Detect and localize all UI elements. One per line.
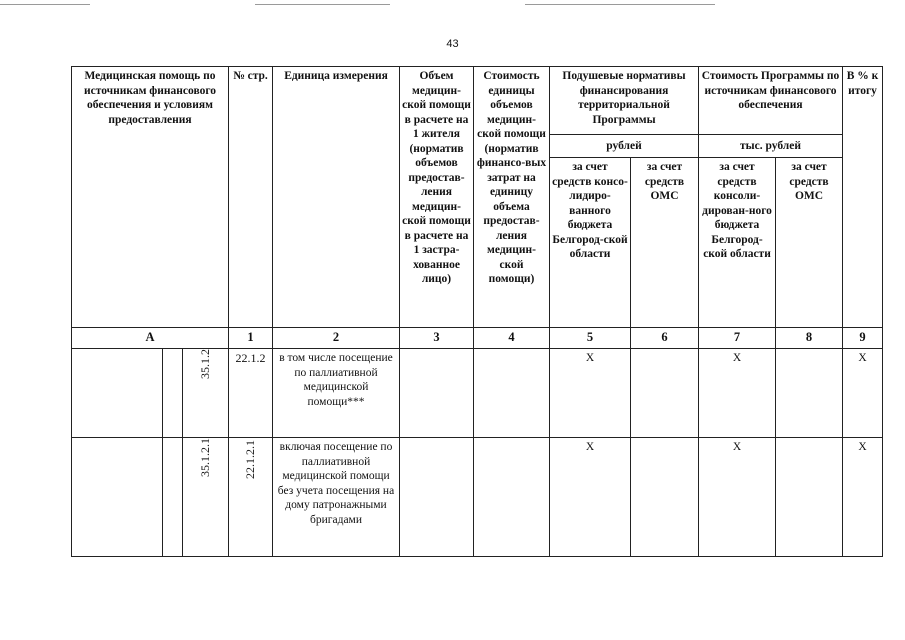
table-row [72, 438, 883, 557]
header-col-7: за счет средств консоли-дирован-ного бюджета Белгород-ской области [699, 158, 776, 328]
row-code: 35.1.2 [198, 349, 213, 379]
cell-col-8 [776, 349, 843, 438]
source-spacer [72, 349, 162, 437]
index-cell: 4 [474, 328, 550, 349]
cell-col-9: Х [843, 349, 883, 438]
cell-col-6 [631, 438, 699, 557]
index-cell: 2 [273, 328, 400, 349]
source-cell [72, 438, 229, 557]
index-cell: 7 [699, 328, 776, 349]
row-name: включая посещение по паллиативной медицинской помощи без учета посещения на дому патронажными бригадами [273, 438, 400, 557]
cell-col-3 [400, 349, 474, 438]
header-col-3: Объем медицин-ской помощи в расчете на 1 жителя (норматив объемов предостав-ления медицин-ской помощи в расчете на 1 застра-хованное лицо) [400, 67, 474, 328]
cell-col-3 [400, 438, 474, 557]
cell-col-4 [474, 438, 550, 557]
cell-col-7: Х [699, 349, 776, 438]
header-group-cost: Стоимость Программы по источникам финансового обеспечения [699, 67, 843, 135]
header-group-normatives: Подушевые нормативы финансирования территориальной Программы [550, 67, 699, 135]
source-cell [72, 349, 229, 438]
cell-col-5: Х [550, 438, 631, 557]
row-code-cell [183, 438, 228, 556]
table-row [72, 349, 883, 438]
header-col-2: Единица измерения [273, 67, 400, 328]
line-number-cell [229, 438, 273, 557]
index-cell: 6 [631, 328, 699, 349]
header-col-1: № стр. [229, 67, 273, 328]
index-cell: 9 [843, 328, 883, 349]
cell-col-8 [776, 438, 843, 557]
row-name: в том числе посещение по паллиативной медицинской помощи*** [273, 349, 400, 438]
scan-edge-line-right [525, 4, 715, 5]
source-spacer [162, 349, 182, 437]
scan-edge-line-mid [255, 4, 390, 5]
header-col-a: Медицинская помощь по источникам финансового обеспечения и условиям предоставления [72, 67, 229, 328]
line-number: 22.1.2.1 [243, 440, 258, 479]
header-unit-thousand: тыс. рублей [699, 134, 843, 158]
header-unit-rub: рублей [550, 134, 699, 158]
row-code-cell [183, 349, 228, 437]
header-col-9: В % к итогу [843, 67, 883, 328]
row-code: 35.1.2.1 [198, 438, 213, 477]
index-cell: 5 [550, 328, 631, 349]
header-col-6: за счет средств ОМС [631, 158, 699, 328]
header-col-5: за счет средств консо-лидиро-ванного бюджета Белгород-ской области [550, 158, 631, 328]
index-cell: 3 [400, 328, 474, 349]
header-row [72, 67, 883, 135]
page-number: 43 [446, 38, 459, 50]
cell-col-7: Х [699, 438, 776, 557]
source-spacer [162, 438, 182, 556]
index-cell: 1 [229, 328, 273, 349]
cell-col-6 [631, 349, 699, 438]
source-spacer [72, 438, 162, 556]
index-row [72, 328, 883, 349]
scan-edge-line-left [0, 4, 90, 5]
index-cell: 8 [776, 328, 843, 349]
cell-col-4 [474, 349, 550, 438]
index-cell: А [72, 328, 229, 349]
program-cost-table [71, 66, 883, 557]
header-col-8: за счет средств ОМС [776, 158, 843, 328]
line-number: 22.1.2 [229, 349, 273, 438]
header-col-4: Стоимость единицы объемов медицин-ской помощи (норматив финансо-вых затрат на единицу объема предостав-ления медицин-ской помощи) [474, 67, 550, 328]
cell-col-9: Х [843, 438, 883, 557]
cell-col-5: Х [550, 349, 631, 438]
